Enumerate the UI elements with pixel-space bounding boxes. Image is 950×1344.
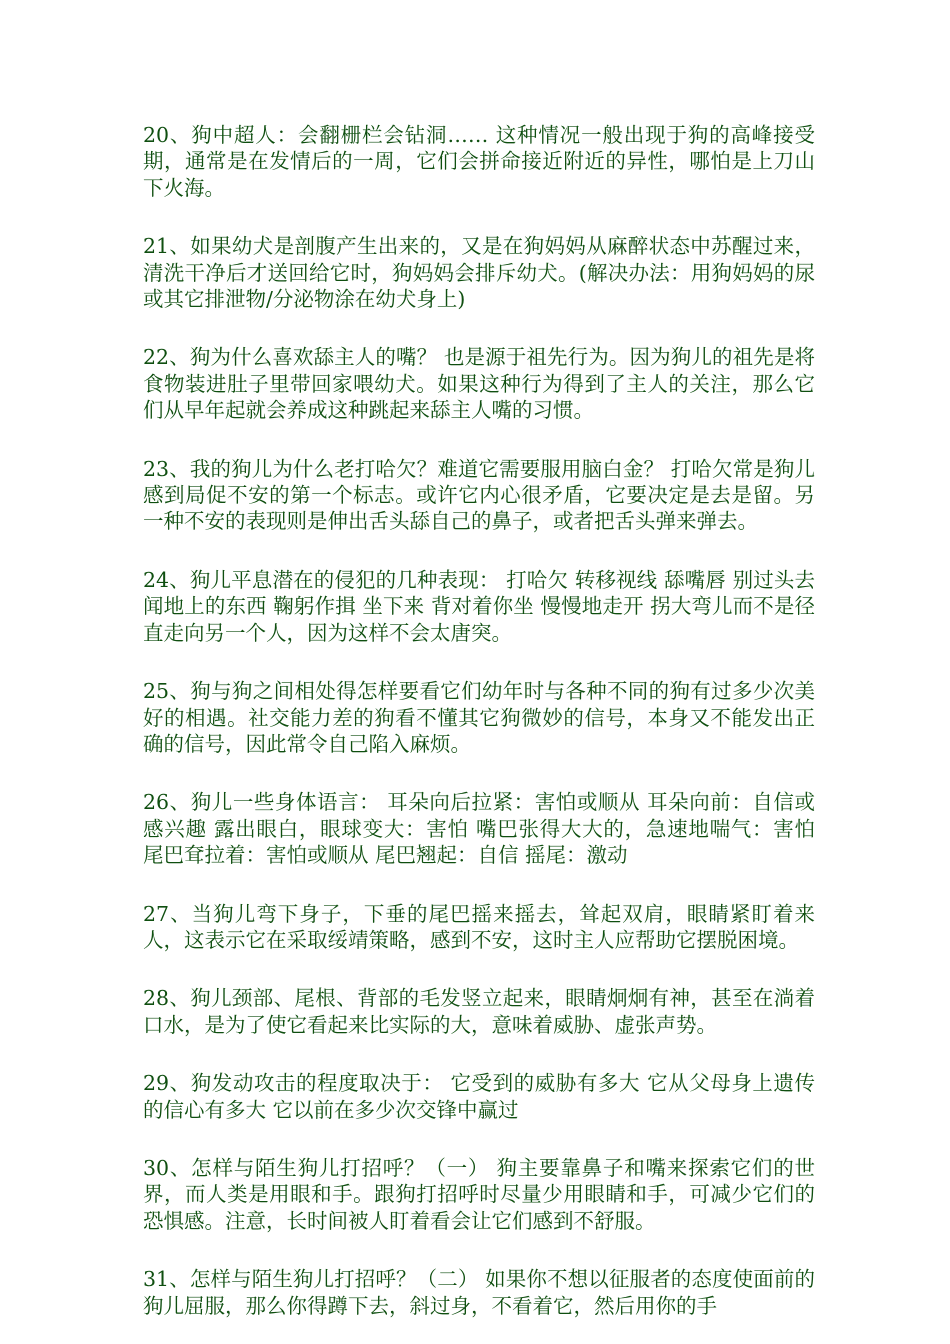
paragraph-24: 24、狗儿平息潜在的侵犯的几种表现： 打哈欠 转移视线 舔嘴唇 别过头去 闻地上的东西 鞠躬作揖 坐下来 背对着你坐 慢慢地走开 拐大弯儿而不是径直走向另一个人，因为这样不会太唐突。 bbox=[143, 567, 815, 645]
paragraph-27: 27、当狗儿弯下身子，下垂的尾巴摇来摇去，耸起双肩，眼睛紧盯着来人，这表示它在采取绥靖策略，感到不安，这时主人应帮助它摆脱困境。 bbox=[143, 901, 815, 952]
paragraph-28: 28、狗儿颈部、尾根、背部的毛发竖立起来，眼睛炯炯有神，甚至在淌着口水，是为了使它看起来比实际的大，意味着威胁、虚张声势。 bbox=[143, 986, 815, 1037]
paragraph-21: 21、如果幼犬是剖腹产生出来的，又是在狗妈妈从麻醉状态中苏醒过来，清洗干净后才送回给它时，狗妈妈会排斥幼犬。(解决办法：用狗妈妈的尿或其它排泄物/分泌物涂在幼犬身上) bbox=[143, 234, 815, 312]
paragraph-23: 23、我的狗儿为什么老打哈欠？难道它需要服用脑白金？ 打哈欠常是狗儿感到局促不安的第一个标志。或许它内心很矛盾，它要决定是去是留。另一种不安的表现则是伸出舌头舔自己的鼻子，或者把舌头弹来弹去。 bbox=[143, 456, 815, 534]
document-body bbox=[143, 122, 815, 1319]
paragraph-31: 31、怎样与陌生狗儿打招呼？（二） 如果你不想以征服者的态度使面前的狗儿屈服，那么你得蹲下去，斜过身，不看着它，然后用你的手 bbox=[143, 1267, 815, 1318]
paragraph-22: 22、狗为什么喜欢舔主人的嘴？ 也是源于祖先行为。因为狗儿的祖先是将食物装进肚子里带回家喂幼犬。如果这种行为得到了主人的关注，那么它们从早年起就会养成这种跳起来舔主人嘴的习惯。 bbox=[143, 345, 815, 423]
paragraph-20: 20、狗中超人：会翻栅栏会钻洞…… 这种情况一般出现于狗的高峰接受期，通常是在发情后的一周，它们会拼命接近附近的异性，哪怕是上刀山下火海。 bbox=[143, 123, 815, 200]
paragraph-26: 26、狗儿一些身体语言： 耳朵向后拉紧：害怕或顺从 耳朵向前：自信或感兴趣 露出眼白，眼球变大：害怕 嘴巴张得大大的，急速地喘气：害怕 尾巴耷拉着：害怕或顺从 尾巴翘起：自信 摇尾：激动 bbox=[143, 790, 815, 868]
paragraph-25: 25、狗与狗之间相处得怎样要看它们幼年时与各种不同的狗有过多少次美好的相遇。社交能力差的狗看不懂其它狗微妙的信号，本身又不能发出正确的信号，因此常令自己陷入麻烦。 bbox=[143, 679, 815, 756]
paragraph-30: 30、怎样与陌生狗儿打招呼？（一） 狗主要靠鼻子和嘴来探索它们的世界，而人类是用眼和手。跟狗打招呼时尽量少用眼睛和手，可减少它们的恐惧感。注意，长时间被人盯着看会让它们感到不舒服。 bbox=[143, 1155, 815, 1233]
paragraph-29: 29、狗发动攻击的程度取决于： 它受到的威胁有多大 它从父母身上遗传的信心有多大 它以前在多少次交锋中赢过 bbox=[143, 1071, 815, 1122]
